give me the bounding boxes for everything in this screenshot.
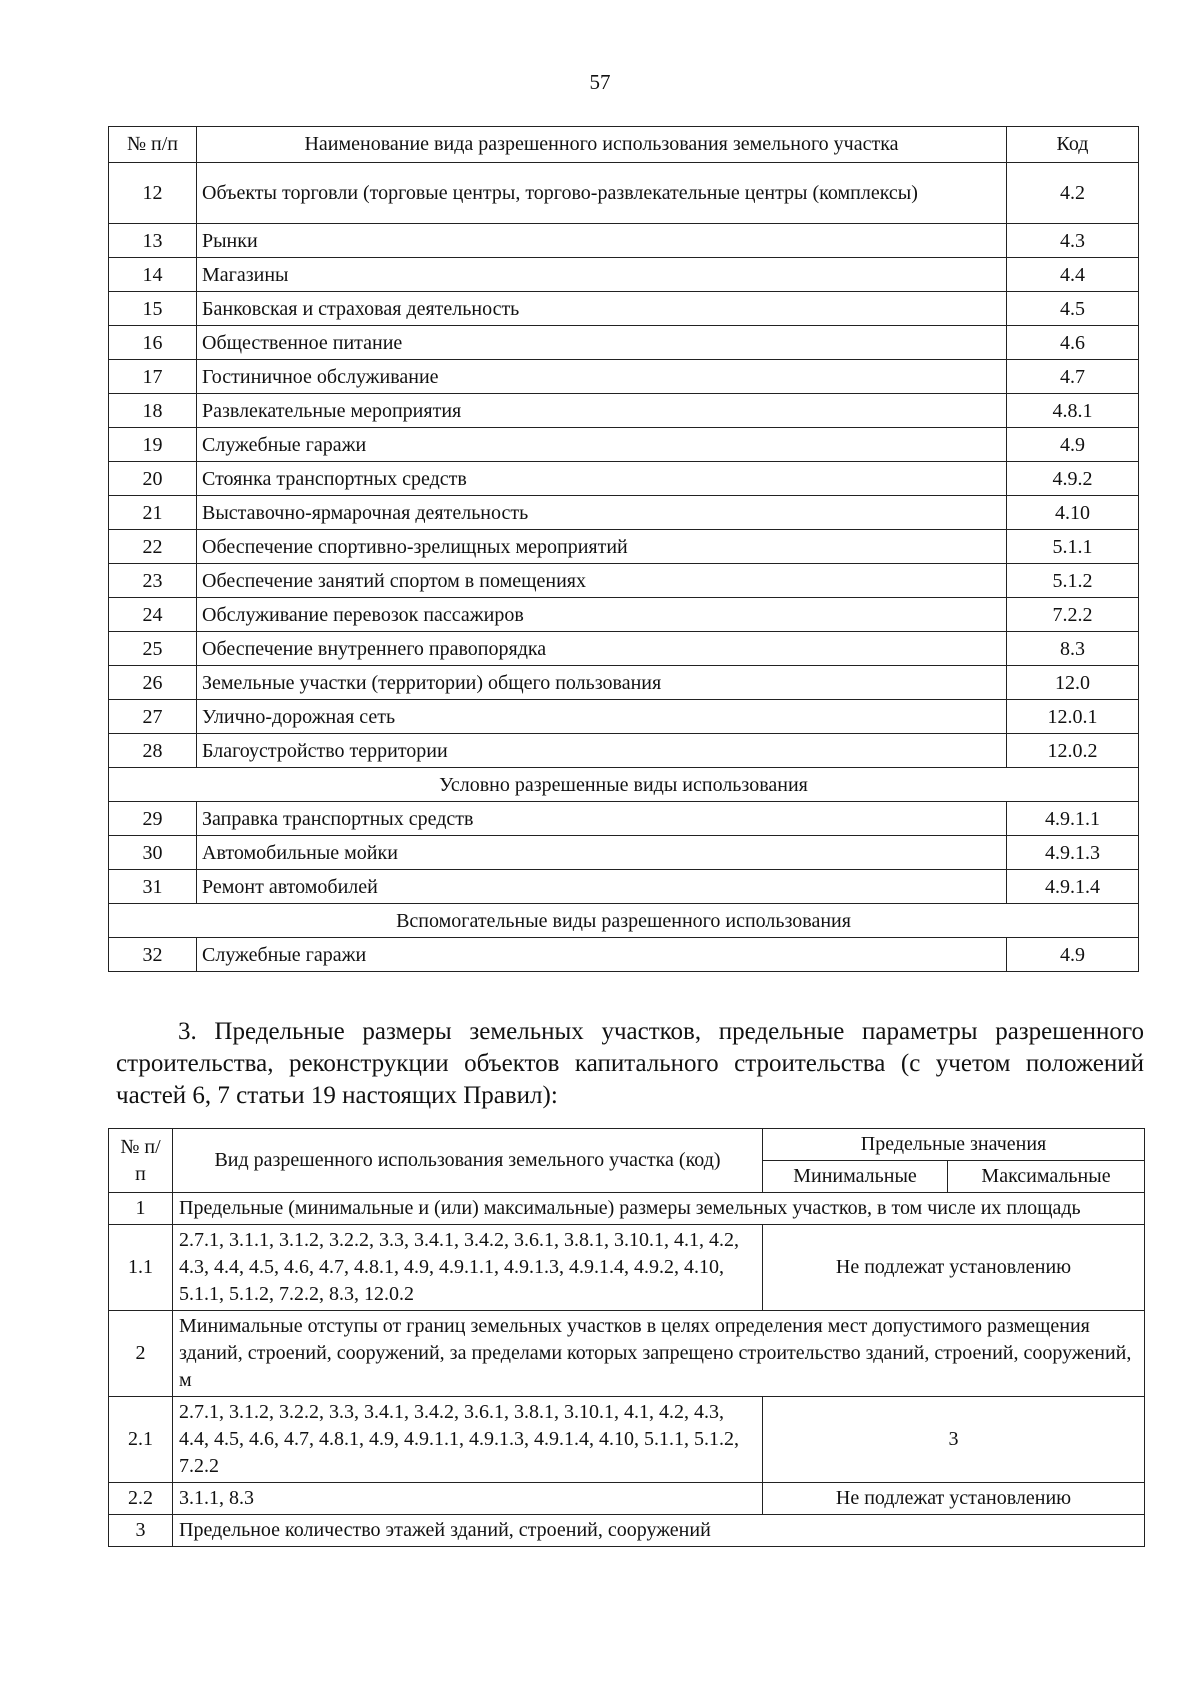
use-name: Благоустройство территории: [197, 734, 1007, 768]
use-code: 8.3: [1007, 632, 1139, 666]
use-code: 4.8.1: [1007, 394, 1139, 428]
row-number: 31: [109, 870, 197, 904]
table-row: [109, 292, 1139, 326]
row-number: 16: [109, 326, 197, 360]
row-number: 24: [109, 598, 197, 632]
use-codes: 2.7.1, 3.1.1, 3.1.2, 3.2.2, 3.3, 3.4.1, 3.4.2, 3.6.1, 3.8.1, 3.10.1, 4.1, 4.2, 4.3, 4.4, 4.5, 4.6, 4.7, 4.8.1, 4.9, 4.9.1.1, 4.9.1.3, 4.9.1.4, 4.9.2, 4.10, 5.1.1, 5.1.2, 7.2.2, 8.3, 12.0.2: [173, 1225, 763, 1311]
use-code: 7.2.2: [1007, 598, 1139, 632]
row-number: 25: [109, 632, 197, 666]
use-name: Обеспечение внутреннего правопорядка: [197, 632, 1007, 666]
table-row: [109, 1225, 1145, 1311]
table-row: [109, 938, 1139, 972]
use-code: 4.9.2: [1007, 462, 1139, 496]
use-name: Служебные гаражи: [197, 938, 1007, 972]
row-number: 30: [109, 836, 197, 870]
use-code: 4.9: [1007, 428, 1139, 462]
use-code: 4.9.1.3: [1007, 836, 1139, 870]
use-name: Гостиничное обслуживание: [197, 360, 1007, 394]
row-number: 1: [109, 1193, 173, 1225]
row-number: 3: [109, 1515, 173, 1547]
use-name: Обеспечение спортивно-зрелищных мероприятий: [197, 530, 1007, 564]
parameter-title: Предельные (минимальные и (или) максимальные) размеры земельных участков, в том числе их площадь: [173, 1193, 1145, 1225]
row-number: 27: [109, 700, 197, 734]
use-code: 4.3: [1007, 224, 1139, 258]
table-row: [109, 632, 1139, 666]
table-row: [109, 360, 1139, 394]
use-name: Ремонт автомобилей: [197, 870, 1007, 904]
params-header-num: № п/п: [109, 1129, 173, 1193]
table-row: [109, 700, 1139, 734]
use-name: Объекты торговли (торговые центры, торгово-развлекательные центры (комплексы): [197, 163, 1007, 224]
use-name: Магазины: [197, 258, 1007, 292]
table-row: [109, 666, 1139, 700]
table-row: [109, 564, 1139, 598]
row-number: 19: [109, 428, 197, 462]
table-row: [109, 802, 1139, 836]
table-row: [109, 462, 1139, 496]
use-code: 4.10: [1007, 496, 1139, 530]
row-number: 18: [109, 394, 197, 428]
table-row: [109, 1193, 1145, 1225]
table-row: [109, 734, 1139, 768]
use-code: 4.6: [1007, 326, 1139, 360]
table-row: [109, 1515, 1145, 1547]
row-number: 26: [109, 666, 197, 700]
row-number: 14: [109, 258, 197, 292]
row-number: 2.1: [109, 1397, 173, 1483]
table-row: [109, 326, 1139, 360]
table-row: [109, 836, 1139, 870]
use-code: 4.9: [1007, 938, 1139, 972]
use-name: Общественное питание: [197, 326, 1007, 360]
row-number: 21: [109, 496, 197, 530]
conditional-section-row: [109, 768, 1139, 802]
row-number: 32: [109, 938, 197, 972]
table-row: [109, 428, 1139, 462]
use-code: 4.9.1.4: [1007, 870, 1139, 904]
params-header-kind: Вид разрешенного использования земельного участка (код): [173, 1129, 763, 1193]
limit-value: Не подлежат установлению: [763, 1483, 1145, 1515]
use-code: 4.2: [1007, 163, 1139, 224]
use-name: Развлекательные мероприятия: [197, 394, 1007, 428]
permitted-uses-table: [108, 126, 1139, 972]
row-number: 15: [109, 292, 197, 326]
use-code: 12.0.1: [1007, 700, 1139, 734]
use-code: 12.0.2: [1007, 734, 1139, 768]
use-name: Стоянка транспортных средств: [197, 462, 1007, 496]
auxiliary-section-row: [109, 904, 1139, 938]
use-name: Автомобильные мойки: [197, 836, 1007, 870]
use-code: 5.1.1: [1007, 530, 1139, 564]
params-header-max: Максимальные: [948, 1161, 1145, 1193]
table-row: [109, 598, 1139, 632]
row-number: 29: [109, 802, 197, 836]
row-number: 2.2: [109, 1483, 173, 1515]
row-number: 2: [109, 1311, 173, 1397]
table-row: [109, 870, 1139, 904]
table-row: [109, 394, 1139, 428]
row-number: 17: [109, 360, 197, 394]
use-name: Обслуживание перевозок пассажиров: [197, 598, 1007, 632]
use-name: Земельные участки (территории) общего пользования: [197, 666, 1007, 700]
use-name: Обеспечение занятий спортом в помещениях: [197, 564, 1007, 598]
parameter-title: Предельное количество этажей зданий, строений, сооружений: [173, 1515, 1145, 1547]
table-row: [109, 530, 1139, 564]
use-codes: 2.7.1, 3.1.2, 3.2.2, 3.3, 3.4.1, 3.4.2, 3.6.1, 3.8.1, 3.10.1, 4.1, 4.2, 4.3, 4.4, 4.5, 4.6, 4.7, 4.8.1, 4.9, 4.9.1.1, 4.9.1.3, 4.9.1.4, 4.10, 5.1.1, 5.1.2, 7.2.2: [173, 1397, 763, 1483]
row-number: 1.1: [109, 1225, 173, 1311]
row-number: 22: [109, 530, 197, 564]
row-number: 28: [109, 734, 197, 768]
header-num: № п/п: [109, 127, 197, 163]
use-code: 4.5: [1007, 292, 1139, 326]
use-name: Заправка транспортных средств: [197, 802, 1007, 836]
page-number: 57: [589, 70, 611, 94]
auxiliary-section-title: Вспомогательные виды разрешенного использования: [109, 904, 1139, 938]
params-header-limits: Предельные значения: [763, 1129, 1145, 1161]
limit-parameters-table: [108, 1128, 1145, 1547]
use-code: 5.1.2: [1007, 564, 1139, 598]
use-code: 4.4: [1007, 258, 1139, 292]
row-number: 13: [109, 224, 197, 258]
use-code: 4.7: [1007, 360, 1139, 394]
row-number: 12: [109, 163, 197, 224]
table-row: [109, 1397, 1145, 1483]
use-codes: 3.1.1, 8.3: [173, 1483, 763, 1515]
table-row: [109, 1311, 1145, 1397]
parameter-title: Минимальные отступы от границ земельных участков в целях определения мест допустимого размещения зданий, строений, сооружений, за пределами которых запрещено строительство зданий, строений, сооружений, м: [173, 1311, 1145, 1397]
limit-value: 3: [763, 1397, 1145, 1483]
section-3-paragraph: 3. Предельные размеры земельных участков, предельные параметры разрешенного строительства, реконструкции объектов капитального строительства (с учетом положений частей 6, 7 статьи 19 настоящих Правил):: [116, 1018, 1144, 1109]
table-row: [109, 224, 1139, 258]
table-row: [109, 496, 1139, 530]
use-name: Выставочно-ярмарочная деятельность: [197, 496, 1007, 530]
params-header-min: Минимальные: [763, 1161, 948, 1193]
row-number: 20: [109, 462, 197, 496]
table-row: [109, 163, 1139, 224]
table-row: [109, 258, 1139, 292]
conditional-section-title: Условно разрешенные виды использования: [109, 768, 1139, 802]
use-code: 4.9.1.1: [1007, 802, 1139, 836]
use-code: 12.0: [1007, 666, 1139, 700]
params-header-row-1: [109, 1129, 1145, 1161]
use-name: Улично-дорожная сеть: [197, 700, 1007, 734]
table-header-row: [109, 127, 1139, 163]
header-code: Код: [1007, 127, 1139, 163]
limit-value: Не подлежат установлению: [763, 1225, 1145, 1311]
use-name: Служебные гаражи: [197, 428, 1007, 462]
use-name: Рынки: [197, 224, 1007, 258]
table-row: [109, 1483, 1145, 1515]
use-name: Банковская и страховая деятельность: [197, 292, 1007, 326]
row-number: 23: [109, 564, 197, 598]
header-name: Наименование вида разрешенного использования земельного участка: [197, 127, 1007, 163]
